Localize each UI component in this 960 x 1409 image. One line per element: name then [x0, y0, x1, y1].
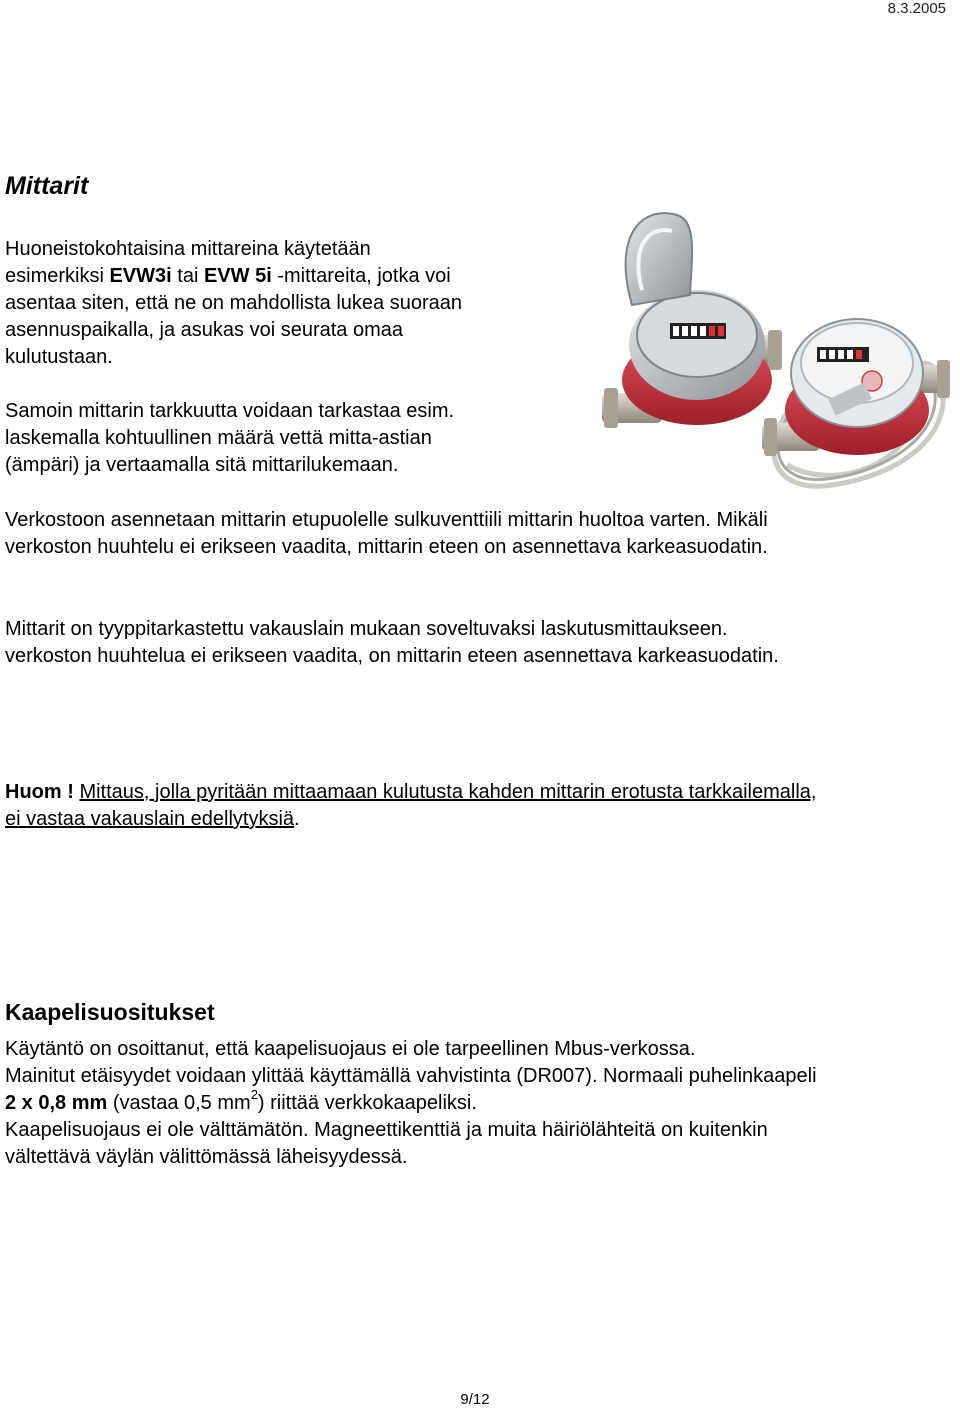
text-line: asentaa siten, että ne on mahdollista lukea suoraan	[5, 292, 462, 314]
text-line: Käytäntö on osoittanut, että kaapelisuojaus ei ole tarpeellinen Mbus-verkossa.	[5, 1038, 696, 1060]
note-paragraph	[5, 779, 816, 833]
water-meters-icon	[572, 195, 955, 500]
text-line	[5, 806, 816, 833]
paragraph-type-approval	[5, 616, 779, 670]
note-label: Huom !	[5, 781, 74, 803]
text-line: verkoston huuhtelua ei erikseen vaadita, on mittarin eteen asennettava karkeasuodatin.	[5, 645, 779, 667]
text-line	[5, 1087, 817, 1117]
text-run: .	[294, 808, 300, 830]
text-line: Samoin mittarin tarkkuutta voidaan tarkastaa esim.	[5, 400, 455, 422]
note-text: Mittaus, jolla pyritään mittaamaan kulutusta kahden mittarin erotusta tarkkailemalla,	[79, 781, 817, 803]
text-line: vältettävä väylän välittömässä läheisyydessä.	[5, 1146, 408, 1168]
text-line: Mainitut etäisyydet voidaan ylittää käyttämällä vahvistinta (DR007). Normaali puhelinkaapeli	[5, 1065, 817, 1087]
text-run: ) riittää verkkokaapeliksi.	[257, 1092, 477, 1114]
text-line	[5, 263, 462, 290]
text-line: verkoston huuhtelu ei erikseen vaadita, mittarin eteen on asennettava karkeasuodatin.	[5, 536, 768, 558]
note-text: ei vastaa vakauslain edellytyksiä	[5, 808, 295, 830]
text-line: Verkostoon asennetaan mittarin etupuolelle sulkuventtiili mittarin huoltoa varten. Mikäli	[5, 509, 768, 531]
text-line	[5, 779, 816, 806]
text-line: Huoneistokohtaisina mittareina käytetään	[5, 238, 371, 260]
text-line: Mittarit on tyyppitarkastettu vakauslain mukaan soveltuvaksi laskutusmittaukseen.	[5, 618, 728, 640]
text-run: (vastaa 0,5 mm	[107, 1092, 251, 1114]
text-run: -mittareita, jotka voi	[271, 265, 451, 287]
text-line: asennuspaikalla, ja asukas voi seurata omaa	[5, 319, 404, 341]
section-title-kaapelisuositukset: Kaapelisuositukset	[5, 999, 215, 1025]
header-date: 8.3.2005	[887, 0, 946, 17]
water-meters-photo	[572, 195, 955, 500]
paragraph-accuracy-check	[5, 398, 454, 479]
cable-spec: 2 x 0,8 mm	[5, 1092, 108, 1114]
paragraph-shutoff-valve	[5, 507, 768, 561]
text-line: Kaapelisuojaus ei ole välttämätön. Magneettikenttiä ja muita häiriölähteitä on kuitenkin	[5, 1119, 768, 1141]
product-name-evw3i: EVW3i	[109, 265, 172, 287]
text-run: tai	[171, 265, 204, 287]
text-line: (ämpäri) ja vertaamalla sitä mittarilukemaan.	[5, 454, 399, 476]
product-name-evw5i: EVW 5i	[203, 265, 272, 287]
text-line: laskemalla kohtuullinen määrä vettä mitta-astian	[5, 427, 432, 449]
paragraph-cable-recommendations	[5, 1036, 817, 1171]
section-title-mittarit: Mittarit	[5, 172, 89, 200]
page-number: 9/12	[460, 1391, 490, 1408]
text-line: kulutustaan.	[5, 346, 113, 368]
paragraph-meters-intro	[5, 236, 462, 371]
text-run: esimerkiksi	[5, 265, 110, 287]
superscript: 2	[250, 1087, 258, 1103]
